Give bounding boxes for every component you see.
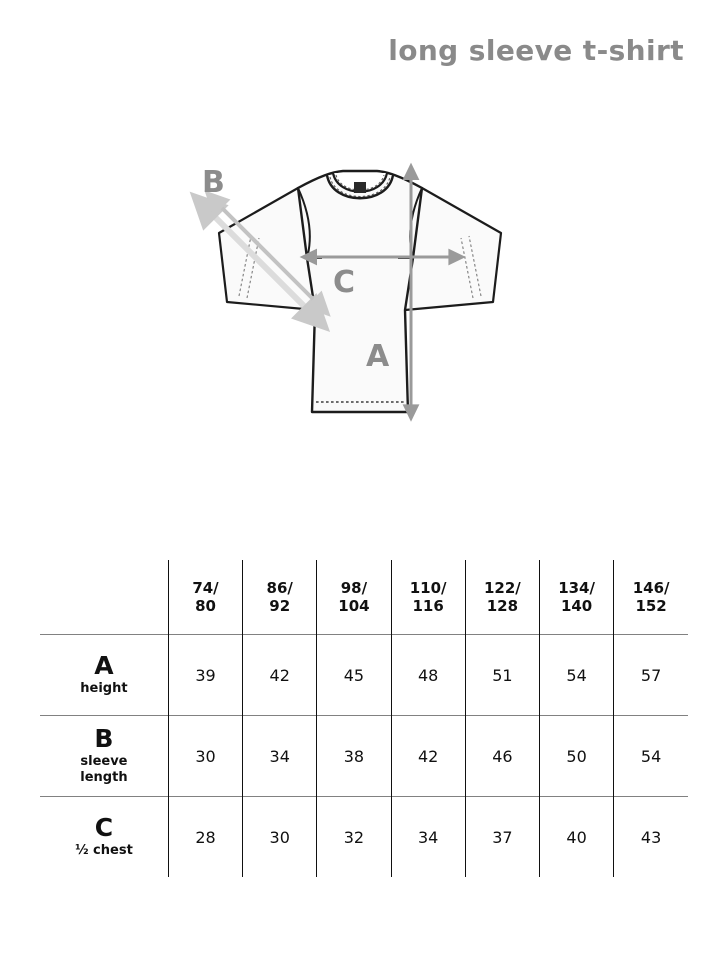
column-header-top: 98/ <box>340 578 368 597</box>
long-sleeve-t-shirt-technical-drawing <box>180 150 540 450</box>
cell-chest-98-104: 32 <box>317 797 391 878</box>
cell-height-110-116: 48 <box>391 635 465 716</box>
column-header-top: 122/ <box>483 578 521 597</box>
cell-sleeve-134-140: 50 <box>539 716 613 797</box>
table-row <box>40 635 688 716</box>
column-header-bottom: 80 <box>195 597 216 615</box>
row-sublabel: height <box>80 681 128 697</box>
garment-shape <box>219 171 501 412</box>
garment-illustration <box>0 150 720 520</box>
column-header-bottom: 104 <box>338 597 370 615</box>
row-letter: A <box>94 650 114 680</box>
cell-height-122-128: 51 <box>465 635 539 716</box>
cell-chest-74-80: 28 <box>168 797 242 878</box>
cell-sleeve-146-152: 54 <box>614 716 688 797</box>
page-title: long sleeve t-shirt <box>388 33 684 67</box>
cell-chest-122-128: 37 <box>465 797 539 878</box>
column-header-bottom: 128 <box>486 597 519 615</box>
page-header <box>0 0 720 100</box>
row-label-sleeve-length <box>40 716 168 797</box>
row-letter: C <box>94 812 114 842</box>
size-chart-table-wrapper <box>0 560 720 877</box>
column-header-size-2 <box>243 560 317 635</box>
column-header-size-4 <box>391 560 465 635</box>
cell-chest-110-116: 34 <box>391 797 465 878</box>
cell-sleeve-74-80: 30 <box>168 716 242 797</box>
cell-chest-146-152: 43 <box>614 797 688 878</box>
column-header-top: 86/ <box>266 578 293 597</box>
cell-height-134-140: 54 <box>539 635 613 716</box>
row-label-half-chest <box>40 797 168 878</box>
cell-height-74-80: 39 <box>168 635 242 716</box>
size-chart-table <box>40 560 688 877</box>
cell-sleeve-98-104: 38 <box>317 716 391 797</box>
row-sublabel: sleeve <box>80 754 128 770</box>
column-header-bottom: 152 <box>635 597 667 615</box>
column-header-size-7 <box>614 560 688 635</box>
cell-chest-134-140: 40 <box>539 797 613 878</box>
cell-sleeve-86-92: 34 <box>243 716 317 797</box>
column-header-bottom: 140 <box>560 597 593 615</box>
table-row <box>40 797 688 878</box>
cell-sleeve-110-116: 42 <box>391 716 465 797</box>
column-header-top: 74/ <box>192 578 219 597</box>
column-header-size-6 <box>539 560 613 635</box>
cell-chest-86-92: 30 <box>243 797 317 878</box>
column-header-bottom: 92 <box>269 597 291 615</box>
torso <box>298 171 422 412</box>
column-header-bottom: 116 <box>412 597 444 615</box>
row-sublabel: length <box>80 770 128 786</box>
half-chest-label: C <box>333 265 356 300</box>
height-label: A <box>366 339 390 374</box>
neck-label-tag <box>354 182 366 193</box>
row-letter: B <box>94 724 114 754</box>
column-header-size-5 <box>465 560 539 635</box>
cell-height-98-104: 45 <box>317 635 391 716</box>
sleeve-length-label: B <box>202 165 225 200</box>
cell-height-146-152: 57 <box>614 635 688 716</box>
row-label-height <box>40 635 168 716</box>
column-header-size-3 <box>317 560 391 635</box>
table-header-row <box>40 560 688 635</box>
header-corner-cell <box>40 560 168 635</box>
table-row <box>40 716 688 797</box>
column-header-size-1 <box>168 560 242 635</box>
column-header-top: 134/ <box>558 578 595 597</box>
column-header-top: 146/ <box>632 578 670 597</box>
column-header-top: 110/ <box>409 578 447 597</box>
cell-height-86-92: 42 <box>243 635 317 716</box>
row-sublabel: ½ chest <box>75 843 133 859</box>
cell-sleeve-122-128: 46 <box>465 716 539 797</box>
